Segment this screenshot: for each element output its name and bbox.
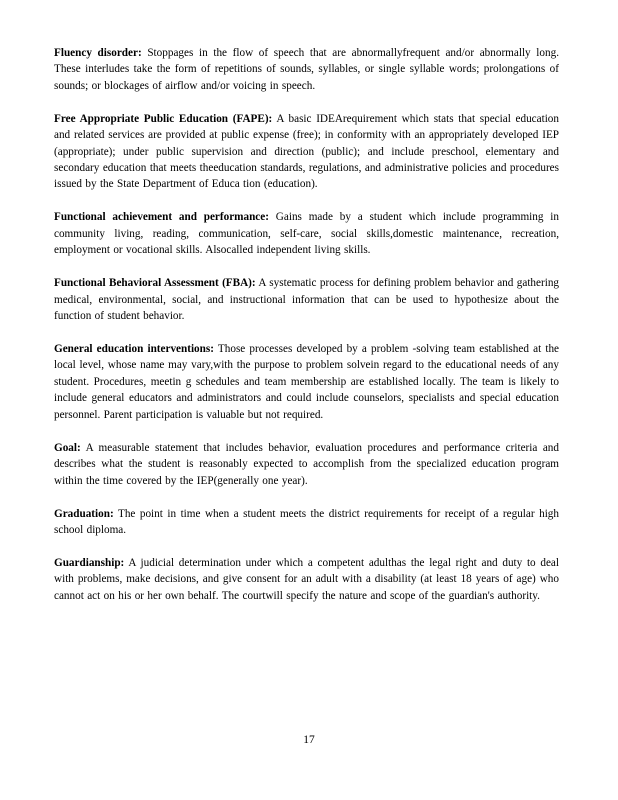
glossary-term: Functional achievement and performance: [54, 211, 269, 224]
glossary-term: Free Appropriate Public Education (FAPE): [54, 112, 273, 125]
glossary-entry-fba [54, 275, 559, 324]
glossary-definition: A basic IDEArequirement which stats that special education and related services are provided at public expense (free); in conformity with an appropriately developed IEP (appropriate); under public supervision and direction (public); and include preschool, elementary and secondary education that meets theeducation standards, regulations, and administrative policies and procedures issued by the State Department of Educa tion (education). [54, 112, 559, 191]
page-number: 17 [303, 734, 315, 746]
glossary-entry-guardianship [54, 555, 559, 604]
glossary-term: Functional Behavioral Assessment (FBA): [54, 277, 256, 290]
glossary-definition: Those processes developed by a problem -solving team established at the local level, whose name may vary,with the purpose to problem solvein regard to the educational needs of any student. Procedures, meetin g schedules and team membership are established locally. The team is likely to include general educators and administrators and could include counselors, specialists and special education personnel. Parent participation is valuable but not required. [54, 343, 559, 421]
glossary-entry-graduation [54, 506, 559, 539]
glossary-definition: Gains made by a student which include programming in community living, reading, communication, self-care, social skills,domestic maintenance, recreation, employment or vocational skills. Alsocalled independent living skills. [54, 211, 559, 257]
glossary-term: Guardianship: [54, 556, 125, 569]
glossary-entry-fape [54, 111, 559, 193]
glossary-page [54, 45, 559, 621]
glossary-entry-goal [54, 440, 559, 489]
glossary-definition: The point in time when a student meets the district requirements for receipt of a regular high school diploma. [54, 507, 559, 536]
glossary-term: Graduation: [54, 507, 114, 520]
glossary-entry-fluency-disorder [54, 45, 559, 94]
glossary-definition: A systematic process for defining problem behavior and gathering medical, environmental, social, and instructional information that can be used to hypothesize about the function of student behavior. [54, 277, 560, 323]
glossary-definition: A judicial determination under which a competent adulthas the legal right and duty to deal with problems, make decisions, and give consent for an adult with a disability (at least 18 years of age) who cannot act on his or her own behalf. The courtwill specify the nature and scope of the guardian's authority. [54, 556, 559, 602]
glossary-entry-functional-achievement [54, 209, 559, 258]
glossary-entry-general-education-interventions [54, 341, 559, 423]
glossary-term: Fluency disorder: [54, 47, 142, 59]
glossary-definition: Stoppages in the flow of speech that are abnormallyfrequent and/or abnormally long. These interludes take the form of repetitions of sounds, syllables, or single syllable words; prolongations of sounds; or blockages of airflow and/or voicing in speech. [54, 47, 559, 92]
glossary-term: General education interventions: [54, 343, 214, 356]
glossary-term: Goal: [54, 441, 81, 454]
glossary-definition: A measurable statement that includes behavior, evaluation procedures and performance criteria and describes what the student is reasonably expected to accomplish from the specialized education program within the time covered by the IEP(generally one year). [54, 441, 559, 487]
